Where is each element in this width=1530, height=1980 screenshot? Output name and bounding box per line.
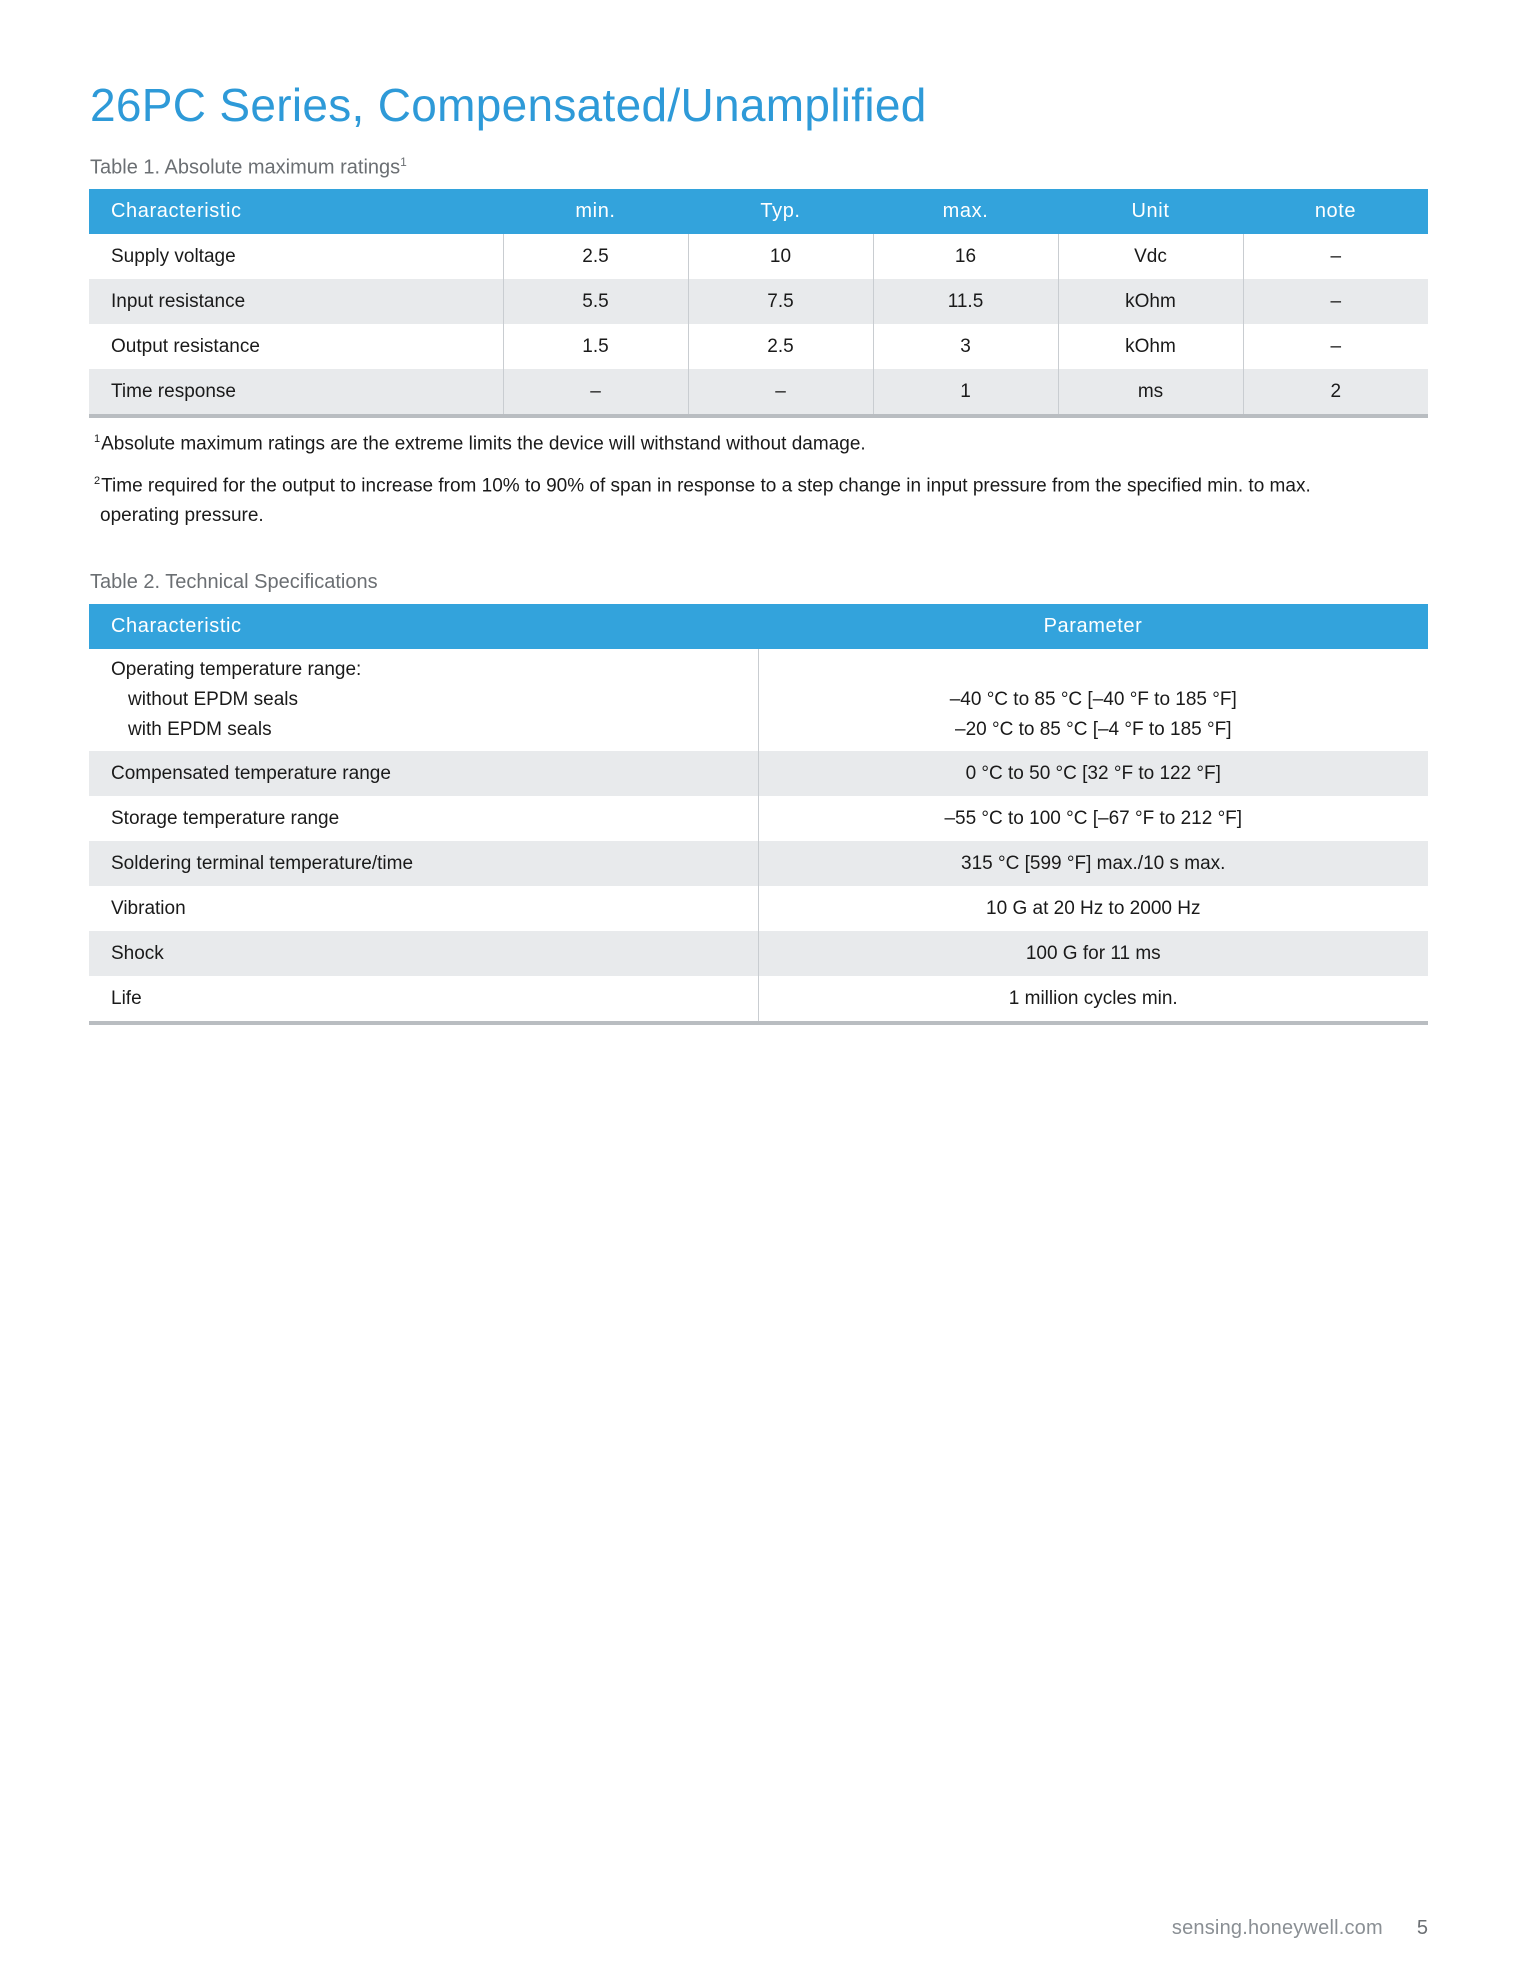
table-cell: Output resistance <box>89 324 503 369</box>
table2-caption: Table 2. Technical Specifications <box>90 571 378 593</box>
table-cell: 1 <box>873 369 1058 416</box>
table1-header-min: min. <box>503 189 688 234</box>
table-cell: Shock <box>89 931 758 976</box>
table-cell: kOhm <box>1058 324 1243 369</box>
page-title: 26PC Series, Compensated/Unamplified <box>90 79 927 131</box>
operating-temp-sub1-label: without EPDM seals <box>128 689 299 710</box>
table1-header-row <box>89 189 1428 234</box>
operating-temp-sub1-value: –40 °C to 85 °C [–40 °F to 185 °F] <box>949 689 1237 710</box>
table1-caption <box>90 155 407 180</box>
table-row <box>89 369 1428 416</box>
table-cell: kOhm <box>1058 279 1243 324</box>
table-cell: 2.5 <box>503 234 688 279</box>
table-cell: 16 <box>873 234 1058 279</box>
table-cell: 10 <box>688 234 873 279</box>
table1-header-unit: Unit <box>1058 189 1243 234</box>
operating-temp-sub2-value: –20 °C to 85 °C [–4 °F to 185 °F] <box>955 719 1232 740</box>
table-cell: 10 G at 20 Hz to 2000 Hz <box>986 897 1201 919</box>
table-row <box>89 324 1428 369</box>
footnote-2-continuation: operating pressure. <box>100 505 264 527</box>
table-row <box>89 279 1428 324</box>
table-row <box>89 976 1428 1023</box>
table-cell: – <box>1243 279 1428 324</box>
table-cell: Compensated temperature range <box>89 751 758 796</box>
table-cell: –55 °C to 100 °C [–67 °F to 212 °F] <box>944 807 1243 829</box>
table2-header-parameter: Parameter <box>758 604 1428 649</box>
table-cell: Vdc <box>1058 234 1243 279</box>
table1-header-typ: Typ. <box>688 189 873 234</box>
table-cell: 315 °C [599 °F] max./10 s max. <box>758 841 1428 886</box>
operating-temp-label: Operating temperature range: <box>111 659 362 680</box>
table-row <box>89 234 1428 279</box>
table-cell: – <box>1330 335 1342 357</box>
absolute-maximum-ratings-table <box>89 189 1428 418</box>
footer-url[interactable]: sensing.honeywell.com <box>1171 1917 1383 1939</box>
table-cell: – <box>688 369 873 416</box>
table-cell: 1.5 <box>503 324 688 369</box>
table1-caption-sup: 1 <box>400 155 407 169</box>
table-row <box>89 649 1428 751</box>
table-cell: Life <box>89 976 758 1023</box>
table-cell: 2 <box>1243 369 1428 416</box>
table-cell: – <box>1330 245 1342 267</box>
table-cell: Vibration <box>89 886 758 931</box>
operating-temp-sub2-label: with EPDM seals <box>128 719 272 740</box>
table1-caption-text: Table 1. Absolute maximum ratings <box>90 156 401 179</box>
table-cell: 7.5 <box>688 279 873 324</box>
footnote-2 <box>94 466 1434 531</box>
table1-header-max: max. <box>873 189 1058 234</box>
table-row <box>89 751 1428 796</box>
table-cell <box>89 649 758 751</box>
table-cell: Soldering terminal temperature/time <box>89 841 758 886</box>
table-cell: – <box>503 369 688 416</box>
table-row <box>89 796 1428 841</box>
table-cell: 5.5 <box>503 279 688 324</box>
table-cell: 2.5 <box>688 324 873 369</box>
table-cell: 100 G for 11 ms <box>758 931 1428 976</box>
table-row <box>89 931 1428 976</box>
footnote-1-text: Absolute maximum ratings are the extreme limits the device will withstand without damage. <box>101 433 866 455</box>
page-footer <box>1172 1917 1428 1940</box>
footnote-2-text: Time required for the output to increase from 10% to 90% of span in response to a step change in input pressure from the specified min. to max. <box>101 475 1311 497</box>
table-cell <box>758 649 1428 751</box>
table-cell: Time response <box>89 369 503 416</box>
table-cell: Supply voltage <box>89 234 503 279</box>
table-cell: ms <box>1058 369 1243 416</box>
footnote-2-marker: 2 <box>94 475 101 487</box>
table2-header-row <box>89 604 1428 649</box>
table1-header-note: note <box>1243 189 1428 234</box>
footnote-1 <box>94 424 1434 459</box>
table-cell: 0 °C to 50 °C [32 °F to 122 °F] <box>758 751 1428 796</box>
table-cell: 11.5 <box>873 279 1058 324</box>
table-cell: Input resistance <box>89 279 503 324</box>
table-cell: 1 million cycles min. <box>758 976 1428 1023</box>
table1-header-characteristic: Characteristic <box>89 189 503 234</box>
technical-specifications-table <box>89 604 1428 1025</box>
table-cell: Storage temperature range <box>89 796 758 841</box>
table2-header-characteristic: Characteristic <box>89 604 758 649</box>
table-cell: 3 <box>873 324 1058 369</box>
table-row <box>89 886 1428 931</box>
footnote-1-marker: 1 <box>94 433 101 445</box>
table-row <box>89 841 1428 886</box>
page-number: 5 <box>1416 1917 1428 1939</box>
